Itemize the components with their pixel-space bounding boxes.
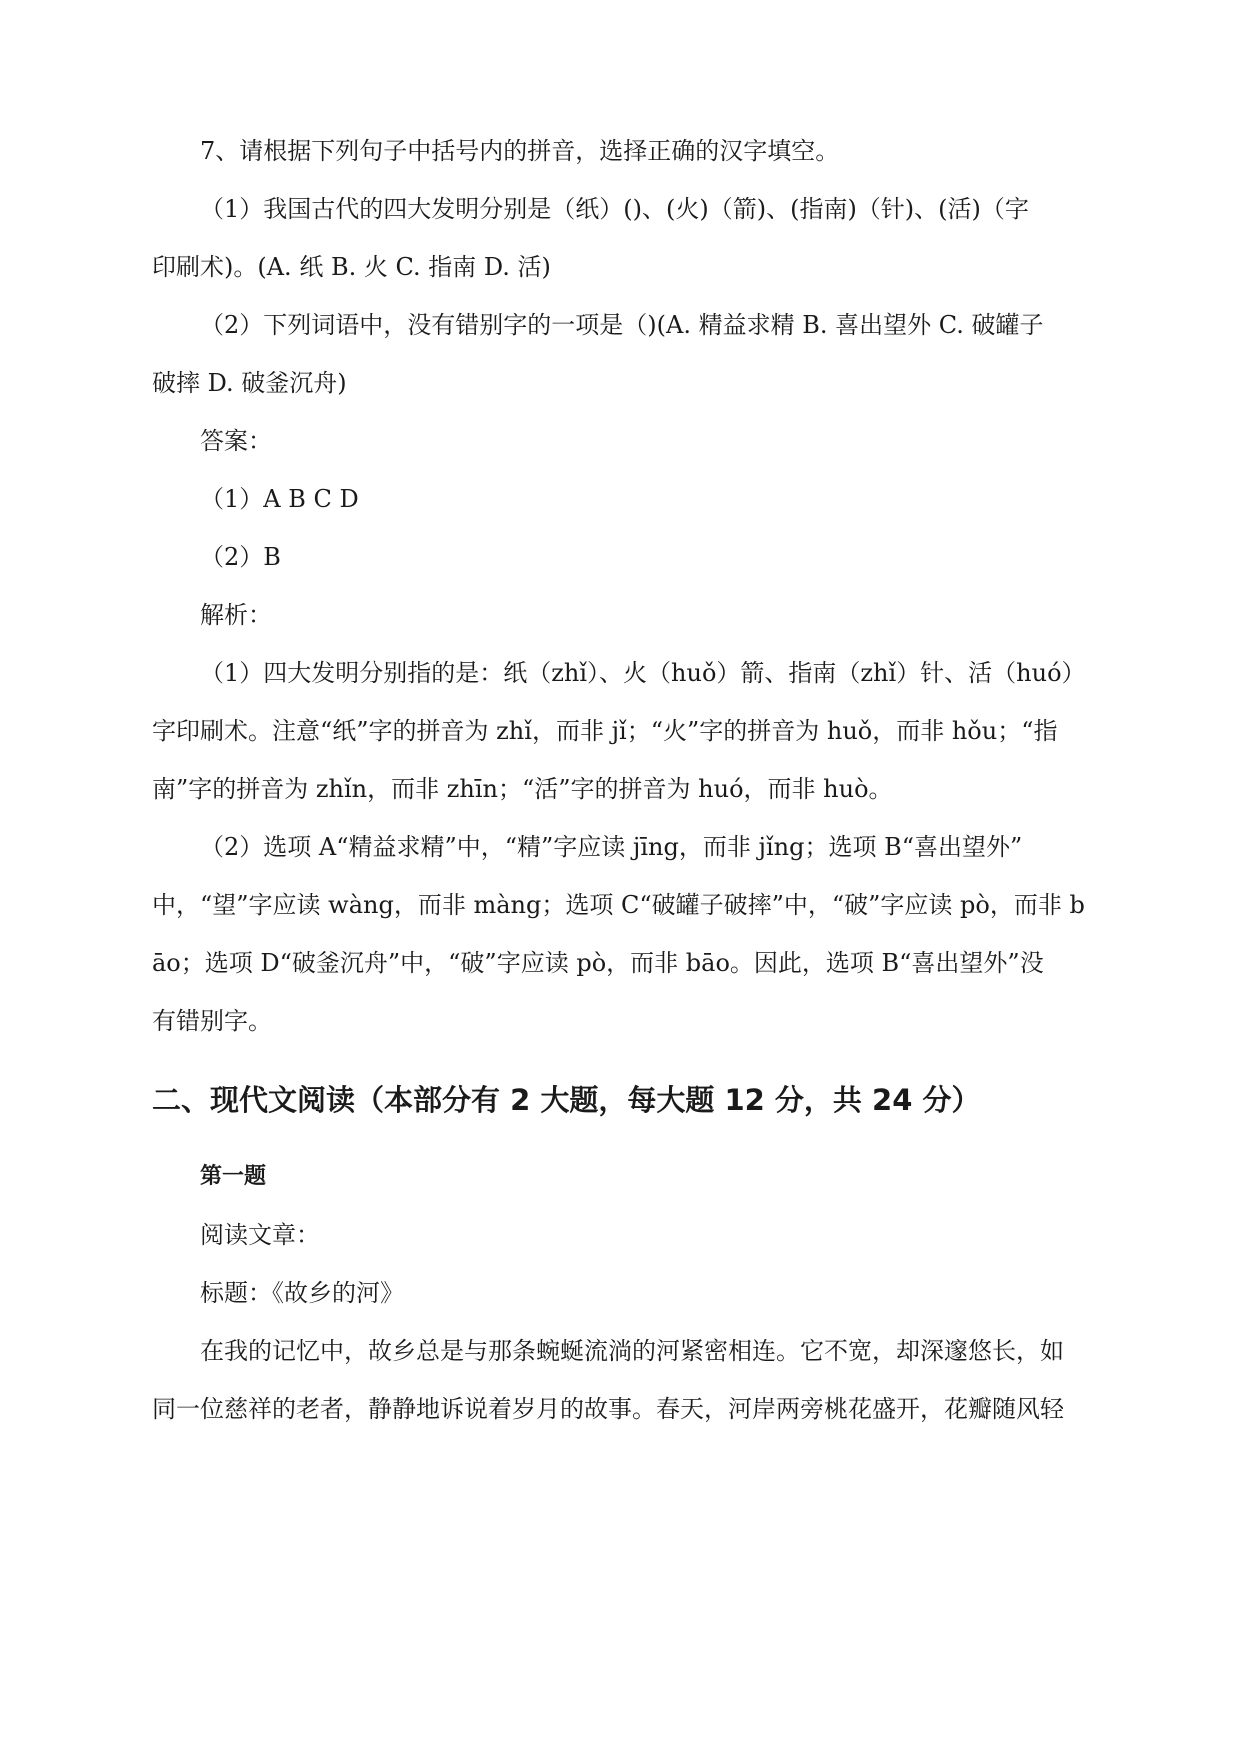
question7-item1-line2: 印刷术)。(A. 纸 B. 火 C. 指南 D. 活) xyxy=(152,253,551,281)
answer-item1: （1）A B C D xyxy=(200,485,359,513)
analysis-label: 解析： xyxy=(200,601,272,629)
analysis2-line4: 有错别字。 xyxy=(152,1007,272,1035)
analysis1-line3: 南”字的拼音为 zhǐn，而非 zhīn；“活”字的拼音为 huó，而非 huò。 xyxy=(152,775,893,803)
read-article-label: 阅读文章： xyxy=(200,1221,320,1249)
article-paragraph-line1: 在我的记忆中，故乡总是与那条蜿蜒流淌的河紧密相连。它不宽，却深邃悠长，如 xyxy=(200,1337,1064,1365)
question7-item2-line1: （2）下列词语中，没有错别字的一项是（)(A. 精益求精 B. 喜出望外 C. 破罐子 xyxy=(200,311,1044,339)
analysis1-line2: 字印刷术。注意“纸”字的拼音为 zhǐ，而非 jǐ；“火”字的拼音为 huǒ，而非 hǒu；“指 xyxy=(152,717,1058,745)
first-question-heading: 第一题 xyxy=(200,1164,267,1189)
question7-item1-line1: （1）我国古代的四大发明分别是（纸）()、(火)（箭)、(指南)（针)、(活)（字 xyxy=(200,195,1029,223)
answer-label: 答案： xyxy=(200,427,272,455)
article-title: 标题：《故乡的河》 xyxy=(200,1279,404,1307)
analysis2-line2: 中，“望”字应读 wàng，而非 màng；选项 C“破罐子破摔”中，“破”字应读 pò，而非 b xyxy=(152,891,1085,919)
analysis2-line1: （2）选项 A“精益求精”中，“精”字应读 jīng，而非 jǐng；选项 B“喜出望外” xyxy=(200,833,1023,861)
question7-item2-line2: 破摔 D. 破釜沉舟) xyxy=(152,369,347,397)
answer-item2: （2）B xyxy=(200,543,281,571)
analysis1-line1: （1）四大发明分别指的是：纸（zhǐ）、火（huǒ）箭、指南（zhǐ）针、活（huó） xyxy=(200,659,1086,687)
question7-stem: 7、请根据下列句子中括号内的拼音，选择正确的汉字填空。 xyxy=(200,137,840,165)
analysis2-line3: āo；选项 D“破釜沉舟”中，“破”字应读 pò，而非 bāo。因此，选项 B“喜出望外”没 xyxy=(152,949,1044,977)
section2-heading: 二、现代文阅读（本部分有 2 大题，每大题 12 分，共 24 分） xyxy=(152,1083,981,1117)
article-paragraph-line2: 同一位慈祥的老者，静静地诉说着岁月的故事。春天，河岸两旁桃花盛开，花瓣随风轻 xyxy=(152,1395,1064,1423)
